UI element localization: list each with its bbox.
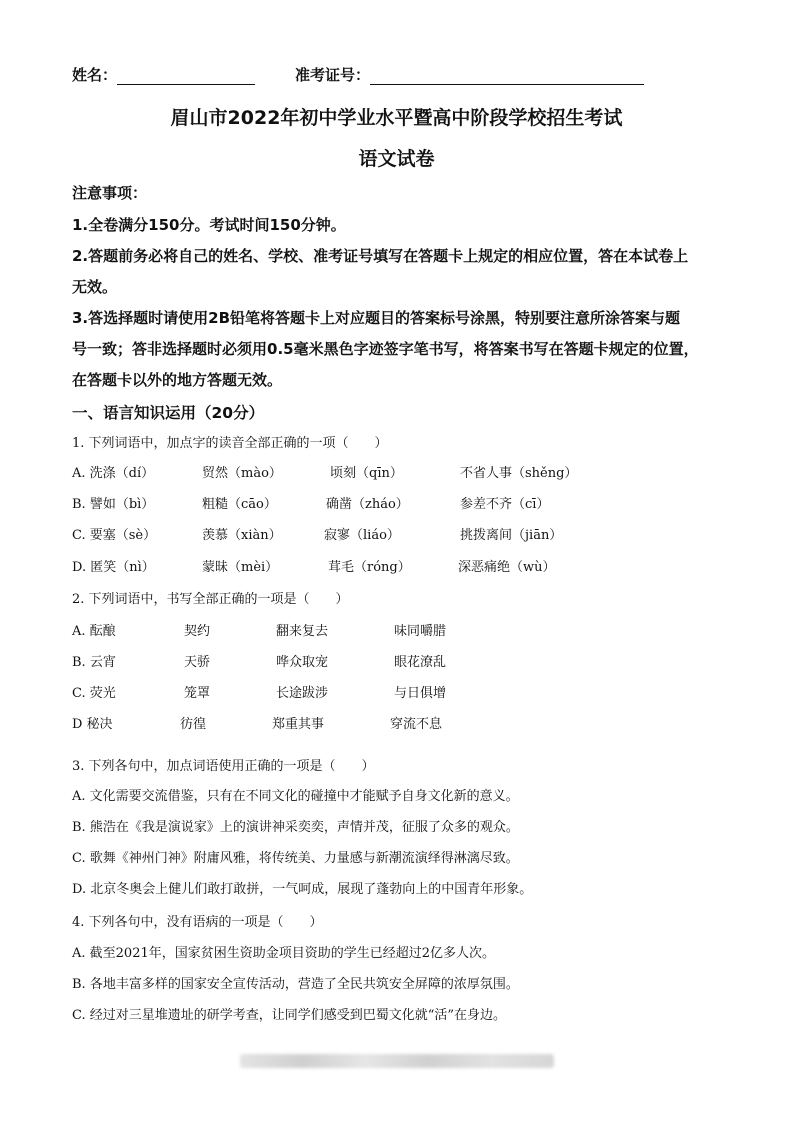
option-item: B. 譬如（bì） bbox=[72, 497, 155, 512]
question-2-stem: 2. 下列词语中，书写全部正确的一项是（ ） bbox=[72, 592, 349, 607]
question-4-option-a: A. 截至2021年，国家贫困生资助金项目资助的学生已经超过2亿多人次。 bbox=[72, 946, 496, 961]
note-3: 3.答选择题时请使用2B铅笔将答题卡上对应题目的答案标号涂黑，特别要注意所涂答案与题 bbox=[72, 309, 681, 327]
option-item: 贸然（mào） bbox=[202, 466, 282, 481]
option-item: 确凿（zháo） bbox=[326, 497, 409, 512]
question-1-option-c bbox=[72, 524, 732, 542]
question-2-option-b bbox=[72, 651, 732, 669]
option-item: 穿流不息 bbox=[390, 717, 443, 732]
section-heading-1: 一、语言知识运用（20分） bbox=[72, 404, 265, 422]
option-item: 哗众取宠 bbox=[276, 655, 329, 670]
option-item: B. 云宵 bbox=[72, 655, 116, 670]
option-item: 深恶痛绝（wù） bbox=[458, 560, 556, 575]
option-item: 茸毛（róng） bbox=[328, 560, 411, 575]
option-item: 笼罩 bbox=[184, 686, 211, 701]
option-item: 参差不齐（cī） bbox=[460, 497, 550, 512]
exam-title: 眉山市2022年初中学业水平暨高中阶段学校招生考试 bbox=[170, 107, 623, 129]
option-item: 不省人事（shěng） bbox=[460, 466, 578, 481]
note-2-cont: 无效。 bbox=[72, 278, 118, 296]
option-item: A. 酝酿 bbox=[72, 624, 116, 639]
question-1-option-b bbox=[72, 493, 732, 511]
option-item: A. 洗涤（dí） bbox=[72, 466, 155, 481]
question-3-option-a: A. 文化需要交流借鉴，只有在不同文化的碰撞中才能赋予自身文化新的意义。 bbox=[72, 789, 519, 804]
question-3-option-c: C. 歌舞《神州门神》附庸风雅，将传统美、力量感与新潮流演绎得淋漓尽致。 bbox=[72, 851, 519, 866]
option-item: 与日俱增 bbox=[394, 686, 447, 701]
exam-id-label: 准考证号： bbox=[295, 66, 371, 84]
exam-id-blank bbox=[370, 68, 644, 85]
question-2-option-c bbox=[72, 682, 732, 700]
note-1: 1.全卷满分150分。考试时间150分钟。 bbox=[72, 216, 346, 234]
question-1-option-d bbox=[72, 556, 732, 574]
note-2: 2.答题前务必将自己的姓名、学校、准考证号填写在答题卡上规定的相应位置，答在本试卷上 bbox=[72, 247, 689, 265]
name-label: 姓名： bbox=[72, 66, 118, 84]
option-item: 契约 bbox=[184, 624, 211, 639]
question-2-option-d bbox=[72, 713, 732, 731]
question-1-option-a bbox=[72, 462, 732, 480]
option-item: D. 匿笑（nì） bbox=[72, 560, 155, 575]
option-item: 粗糙（cāo） bbox=[202, 497, 277, 512]
candidate-info-line bbox=[72, 64, 644, 85]
question-3-option-d: D. 北京冬奥会上健儿们敢打敢拼，一气呵成，展现了蓬勃向上的中国青年形象。 bbox=[72, 882, 533, 897]
option-item: 挑拨离间（jiān） bbox=[460, 528, 563, 543]
option-item: 顷刻（qīn） bbox=[330, 466, 403, 481]
question-4-option-c: C. 经过对三星堆遗址的研学考查，让同学们感受到巴蜀文化就“活”在身边。 bbox=[72, 1008, 507, 1023]
blurred-footer-watermark bbox=[240, 1054, 554, 1068]
question-4-stem: 4. 下列各句中，没有语病的一项是（ ） bbox=[72, 915, 323, 930]
option-item: 翻来复去 bbox=[276, 624, 329, 639]
option-item: D 秘决 bbox=[72, 717, 113, 732]
option-item: 寂寥（liáo） bbox=[324, 528, 400, 543]
notes-heading: 注意事项： bbox=[72, 184, 148, 202]
option-item: 彷徨 bbox=[180, 717, 207, 732]
name-blank bbox=[117, 68, 255, 85]
note-3-cont-1: 号一致；答非选择题时必须用0.5毫米黑色字迹签字笔书写，将答案书写在答题卡规定的位置， bbox=[72, 340, 699, 358]
question-3-option-b: B. 熊浩在《我是演说家》上的演讲神采奕奕，声情并茂，征服了众多的观众。 bbox=[72, 820, 519, 835]
option-item: 天骄 bbox=[184, 655, 211, 670]
option-item: 郑重其事 bbox=[272, 717, 325, 732]
option-item: C. 要塞（sè） bbox=[72, 528, 157, 543]
question-2-option-a bbox=[72, 620, 732, 638]
exam-subtitle: 语文试卷 bbox=[358, 148, 435, 170]
question-1-stem: 1. 下列词语中，加点字的读音全部正确的一项（ ） bbox=[72, 436, 388, 451]
option-item: 味同嚼腊 bbox=[394, 624, 447, 639]
option-item: C. 荧光 bbox=[72, 686, 116, 701]
note-3-cont-2: 在答题卡以外的地方答题无效。 bbox=[72, 371, 283, 389]
option-item: 羡慕（xiàn） bbox=[202, 528, 282, 543]
question-4-option-b: B. 各地丰富多样的国家安全宣传活动，营造了全民共筑安全屏障的浓厚氛围。 bbox=[72, 977, 519, 992]
option-item: 长途跋涉 bbox=[276, 686, 329, 701]
option-item: 眼花潦乱 bbox=[394, 655, 447, 670]
question-3-stem: 3. 下列各句中，加点词语使用正确的一项是（ ） bbox=[72, 759, 375, 774]
option-item: 蒙昧（mèi） bbox=[202, 560, 279, 575]
